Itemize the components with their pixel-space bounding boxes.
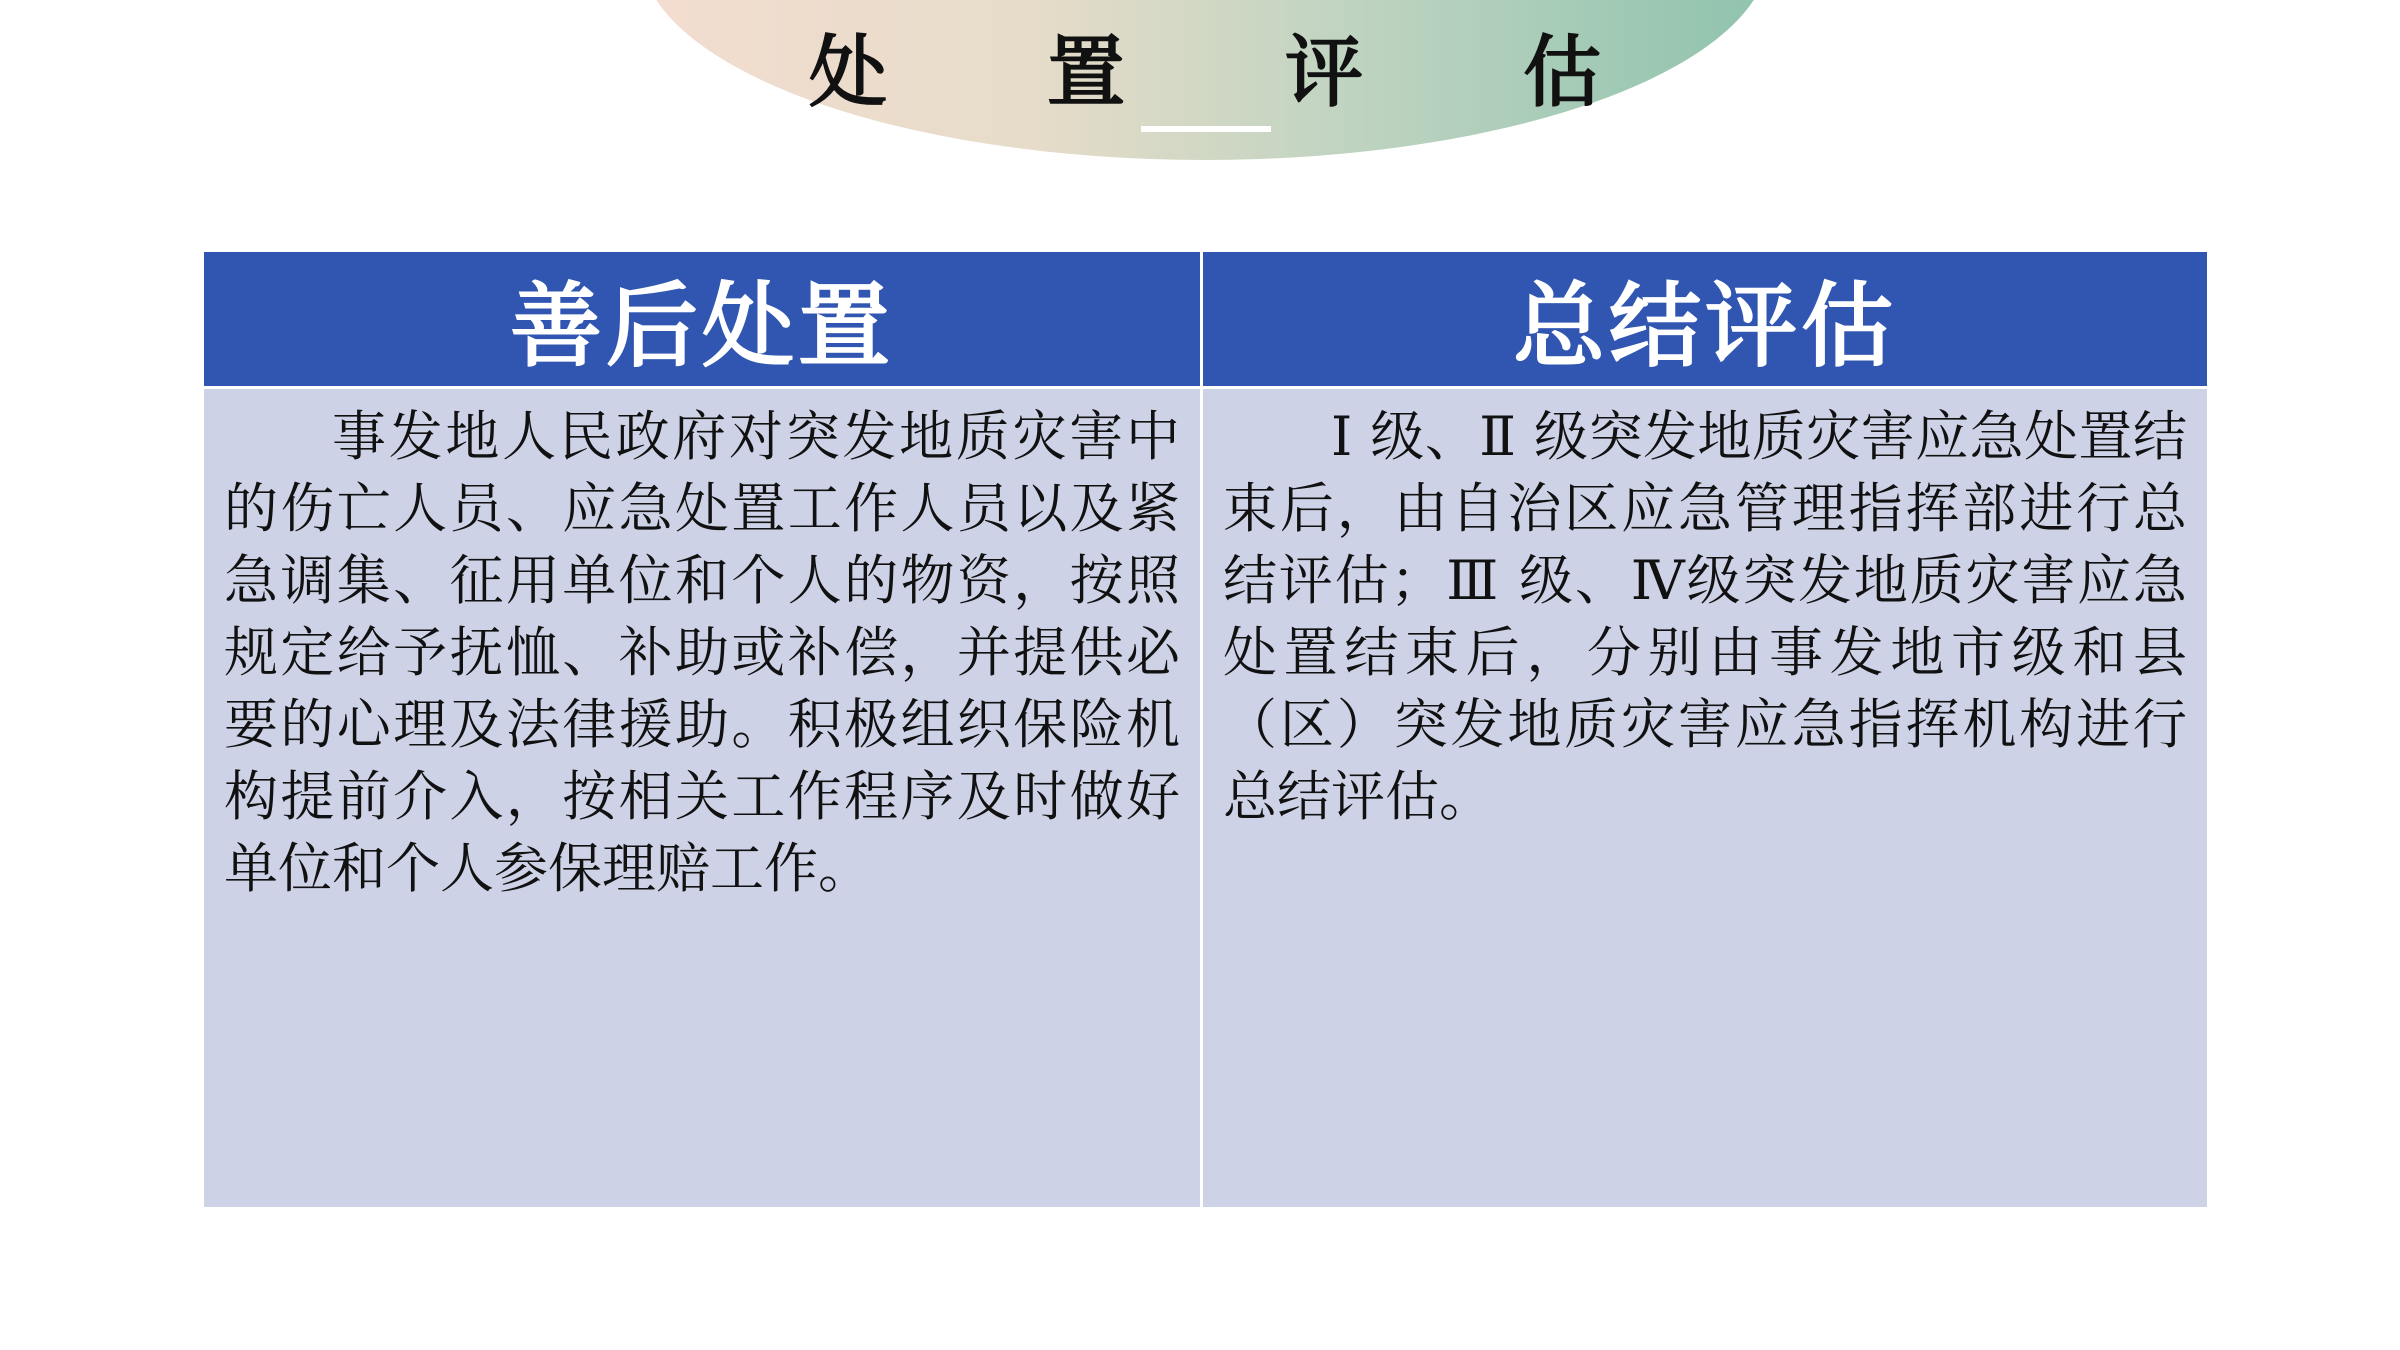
title-underline-decoration <box>1141 126 1271 132</box>
evaluation-paragraph: Ⅰ 级、Ⅱ 级突发地质灾害应急处置结束后，由自治区应急管理指挥部进行总结评估；Ⅲ 级、Ⅳ级突发地质灾害应急处置结束后，分别由事发地市级和县（区）突发地质灾害应急指挥机构进行总结评估。 <box>1223 405 2187 828</box>
column-header-aftermath: 善后处置 <box>204 252 1200 386</box>
cell-aftermath-text <box>204 389 1200 1207</box>
cell-evaluation-text <box>1203 389 2207 1207</box>
slide-title: 处置评估 <box>808 27 1761 118</box>
content-table <box>204 252 2204 1204</box>
column-header-evaluation: 总结评估 <box>1203 252 2207 386</box>
aftermath-paragraph: 事发地人民政府对突发地质灾害中的伤亡人员、应急处置工作人员以及紧急调集、征用单位和个人的物资，按照规定给予抚恤、补助或补偿，并提供必要的心理及法律援助。积极组织保险机构提前介入，按相关工作程序及时做好单位和个人参保理赔工作。 <box>224 405 1180 900</box>
